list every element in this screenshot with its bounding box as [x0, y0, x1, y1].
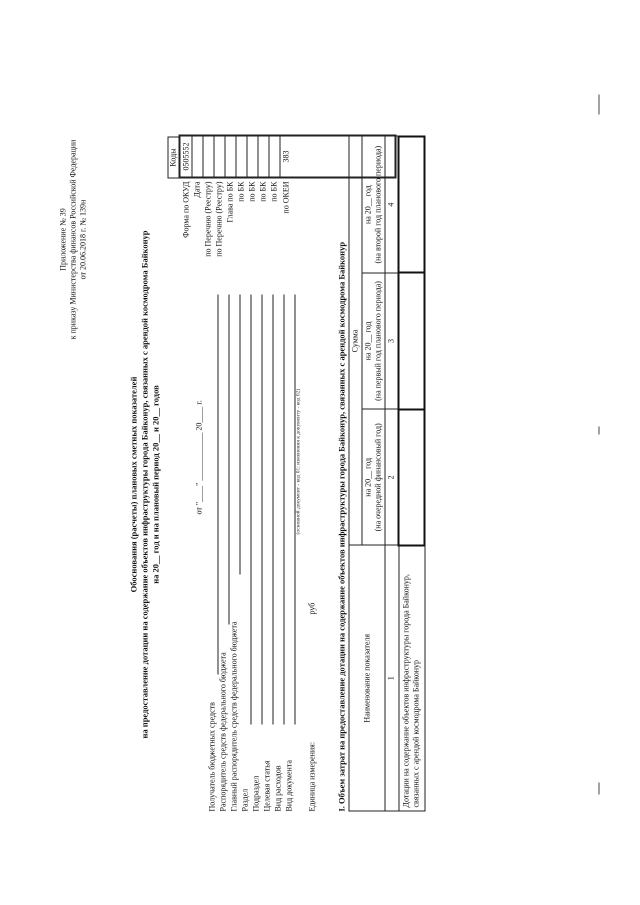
code-bk4 [268, 137, 280, 177]
code-perechen2 [213, 137, 225, 177]
code-okud: 0505552 [180, 137, 192, 177]
label-glava: Глава по БК [225, 181, 234, 223]
doc-note: (основной документ - код 01; изменения к документу - код 02) [295, 388, 301, 535]
code-date [191, 137, 203, 177]
table-header-row [349, 137, 362, 812]
line-razdel [250, 295, 251, 725]
label-date: Дата [192, 181, 201, 198]
code-okei: 383 [281, 150, 290, 163]
approval-line2: к приказу Министерства финансов Российской Федерации [68, 139, 77, 340]
title-line3: на 20__ год и на плановый период 20__ и 20__ годов [150, 385, 160, 584]
row1-name: Дотации на содержание объектов инфраструктуры города Байконур, связанных с арендой космодрома Байконур [398, 545, 424, 811]
num-2: 2 [385, 409, 399, 545]
header-col1-year: на 20__ год [363, 457, 372, 497]
header-col2 [362, 273, 385, 409]
edinica-value: руб [307, 602, 316, 615]
label-okud: Форма по ОКУД [181, 181, 190, 238]
line-podrazdel [261, 295, 262, 725]
page-rule [598, 427, 599, 435]
codes-header: Коды [167, 137, 179, 179]
approval-block [58, 90, 88, 390]
label-perechen2: по Перечню (Реестру) [214, 181, 223, 257]
label-bk1: по БК [236, 181, 245, 202]
section-heading: I. Объем затрат на предоставление дотации на содержание объектов инфраструктуры города Байконур, связанных с арендой космодрома Байконур [336, 241, 346, 812]
row1-val3 [398, 137, 424, 273]
page-rule [598, 783, 599, 795]
code-glava [224, 137, 236, 177]
line-celevaya [272, 295, 273, 725]
header-col3 [362, 137, 385, 273]
code-bk3 [257, 137, 269, 177]
table-row [398, 137, 424, 812]
line-poluchatel [217, 295, 218, 675]
header-col3-desc: (на второй год планового периода) [373, 145, 382, 264]
table-number-row [385, 137, 399, 812]
title-line1: Обоснования (расчеты) плановых сметных показателей [128, 376, 138, 593]
line-glavny [239, 295, 240, 575]
date-line: от "____" ____________ 20____ г. [194, 400, 203, 515]
approval-line1: Приложение № 39 [58, 208, 67, 271]
header-col1-desc: (на очередной финансовый год) [373, 423, 382, 532]
header-name: Наименование показателя [349, 545, 385, 811]
label-bk2: по БК [247, 181, 256, 202]
code-bk1 [235, 137, 247, 177]
label-vid-rashodov: Вид расходов [273, 765, 282, 812]
num-3: 3 [385, 273, 399, 409]
label-raspor: Распорядитель средств федерального бюджета [218, 652, 227, 812]
line-raspor [228, 295, 229, 625]
header-col2-year: на 20__ год [363, 321, 372, 361]
label-perechen1: по Перечню (Реестру) [203, 181, 212, 257]
label-celevaya: Целевая статья [262, 760, 271, 812]
header-col1 [362, 409, 385, 545]
header-sum: Сумма [349, 137, 362, 546]
page-rule [598, 95, 599, 115]
document-title [128, 185, 161, 785]
num-4: 4 [385, 137, 399, 273]
label-edinica: Единица измерения: [307, 741, 316, 812]
approval-line3: от 20.06.2018 г. № 139н [78, 199, 87, 280]
row1-val2 [398, 273, 424, 409]
label-razdel: Раздел [240, 788, 249, 812]
line-vid-rashodov [283, 295, 284, 725]
header-col3-year: на 20__ год [363, 185, 372, 225]
num-1: 1 [385, 545, 399, 811]
code-bk2 [246, 137, 258, 177]
label-vid-doc: Вид документа [284, 760, 293, 812]
row1-val1 [398, 409, 424, 545]
costs-table [348, 136, 425, 812]
label-podrazdel: Подраздел [251, 775, 260, 812]
label-bk3: по БК [258, 181, 267, 202]
label-glavny: Главный распорядитель средств федерального бюджета [229, 621, 238, 812]
label-poluchatel: Получатель бюджетных средств [207, 702, 216, 812]
title-line2: на предоставление дотации на содержание объектов инфраструктуры города Байконур, связанных с арендой космодрома Байконур [139, 230, 149, 739]
label-bk4: по БК [269, 181, 278, 202]
header-col2-desc: (на первый год планового периода) [373, 281, 382, 401]
label-okei: по ОКЕИ [281, 181, 290, 214]
code-perechen1 [202, 137, 214, 177]
